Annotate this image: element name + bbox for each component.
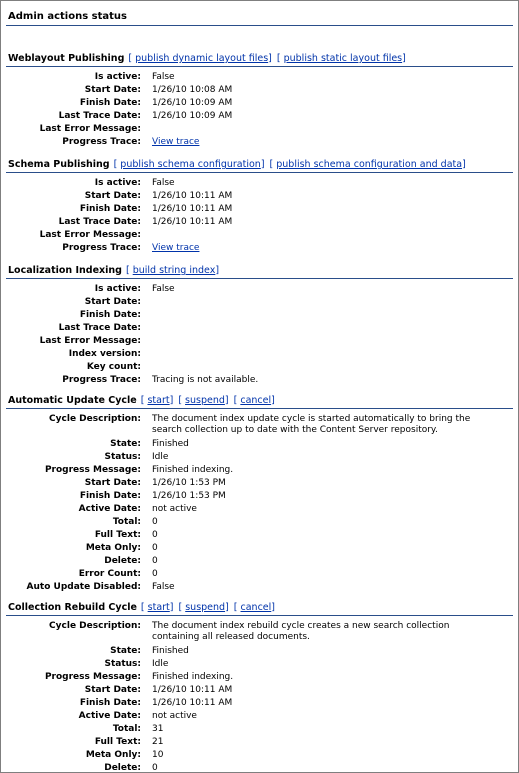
field-label: Progress Message: — [44, 465, 141, 475]
field-row — [1, 724, 518, 737]
field-row — [1, 621, 518, 642]
field-row — [1, 504, 518, 517]
field-value: False — [152, 284, 175, 294]
field-row — [1, 750, 518, 763]
field-value: Finished indexing. — [152, 672, 234, 682]
field-row — [1, 556, 518, 569]
field-label: Auto Update Disabled: — [26, 582, 141, 592]
action-link-label[interactable]: build string index — [132, 265, 216, 276]
field-label: Status: — [104, 659, 141, 669]
field-row — [1, 375, 518, 388]
field-value: 1/26/10 10:09 AM — [152, 98, 233, 108]
field-label: Start Date: — [84, 191, 141, 201]
field-label: Total: — [112, 724, 141, 734]
action-link-suspend[interactable]: [ suspend] — [178, 395, 229, 406]
field-value: Idle — [152, 452, 169, 462]
field-row — [1, 204, 518, 217]
field-label: Last Error Message: — [39, 336, 141, 346]
field-value: 0 — [152, 569, 158, 579]
field-value: 1/26/10 1:53 PM — [152, 478, 226, 488]
field-label: Finish Date: — [79, 491, 141, 501]
field-value: Tracing is not available. — [152, 375, 259, 385]
field-row — [1, 111, 518, 124]
field-label: State: — [110, 646, 141, 656]
field-row — [1, 349, 518, 362]
field-label: State: — [110, 439, 141, 449]
field-value: 31 — [152, 724, 164, 734]
field-value: 1/26/10 10:08 AM — [152, 85, 233, 95]
field-label: Finish Date: — [79, 98, 141, 108]
field-label: Progress Trace: — [62, 243, 141, 253]
field-label: Cycle Description: — [49, 414, 141, 424]
field-label: Start Date: — [84, 685, 141, 695]
field-row — [1, 414, 518, 435]
action-link-start[interactable]: [ start] — [140, 602, 174, 613]
field-value: 1/26/10 10:11 AM — [152, 191, 233, 201]
field-row — [1, 711, 518, 724]
field-value: 0 — [152, 763, 158, 773]
field-value: 1/26/10 10:11 AM — [152, 204, 233, 214]
field-label: Last Trace Date: — [58, 323, 141, 333]
field-label: Meta Only: — [85, 543, 141, 553]
action-link-label[interactable]: start — [147, 602, 170, 613]
field-label: Cycle Description: — [49, 621, 141, 631]
field-value: Finished indexing. — [152, 465, 234, 475]
field-value: 0 — [152, 543, 158, 553]
field-row — [1, 569, 518, 582]
field-row — [1, 323, 518, 336]
field-label: Finish Date: — [79, 310, 141, 320]
field-row — [1, 243, 518, 256]
field-value: False — [152, 582, 175, 592]
section-divider — [6, 278, 513, 279]
field-label: Start Date: — [84, 297, 141, 307]
action-link-cancel[interactable]: [ cancel] — [233, 395, 275, 406]
field-row — [1, 452, 518, 465]
field-value: The document index rebuild cycle creates a new search collection containing all released documents. — [152, 621, 450, 642]
field-value: 1/26/10 10:11 AM — [152, 698, 233, 708]
field-label: Total: — [112, 517, 141, 527]
field-label: Progress Trace: — [62, 137, 141, 147]
field-label: Delete: — [104, 763, 141, 773]
field-row — [1, 582, 518, 595]
field-row — [1, 98, 518, 111]
page-title: Admin actions status — [8, 11, 127, 22]
field-label: Last Trace Date: — [58, 217, 141, 227]
field-label: Delete: — [104, 556, 141, 566]
field-row — [1, 491, 518, 504]
field-value: 1/26/10 10:09 AM — [152, 111, 233, 121]
field-value: 0 — [152, 517, 158, 527]
field-row — [1, 72, 518, 85]
field-label: Start Date: — [84, 85, 141, 95]
action-link-publish-schema-configuration-and-data[interactable]: [ publish schema configuration and data] — [269, 159, 466, 170]
field-label: Status: — [104, 452, 141, 462]
view-trace-link[interactable]: View trace — [152, 137, 200, 147]
field-value: 10 — [152, 750, 164, 760]
field-value: not active — [152, 711, 197, 721]
view-trace-link[interactable]: View trace — [152, 243, 200, 253]
field-row — [1, 137, 518, 150]
field-row — [1, 659, 518, 672]
field-label: Is active: — [94, 72, 141, 82]
field-label: Last Trace Date: — [58, 111, 141, 121]
section-title: Collection Rebuild Cycle — [8, 602, 137, 613]
field-row — [1, 336, 518, 349]
field-row — [1, 517, 518, 530]
field-label: Active Date: — [78, 504, 141, 514]
field-label: Error Count: — [78, 569, 141, 579]
action-link-label[interactable]: suspend — [185, 602, 226, 613]
field-label: Last Error Message: — [39, 124, 141, 134]
section-title: Automatic Update Cycle — [8, 395, 137, 406]
action-link-suspend[interactable]: [ suspend] — [178, 602, 229, 613]
field-row — [1, 191, 518, 204]
field-row — [1, 217, 518, 230]
field-value: The document index update cycle is started automatically to bring the search collection up to date with the Content Server repository. — [152, 414, 471, 435]
field-row — [1, 362, 518, 375]
field-label: Is active: — [94, 178, 141, 188]
section-heading — [8, 53, 406, 64]
section-divider — [6, 172, 513, 173]
section-divider — [6, 66, 513, 67]
action-link-label[interactable]: cancel — [240, 602, 272, 613]
action-link-label[interactable]: suspend — [185, 395, 225, 406]
field-row — [1, 230, 518, 243]
field-value: 1/26/10 10:11 AM — [152, 217, 233, 227]
field-row — [1, 543, 518, 556]
field-row — [1, 465, 518, 478]
field-row — [1, 530, 518, 543]
field-row — [1, 124, 518, 137]
field-label: Key count: — [86, 362, 141, 372]
field-label: Finish Date: — [79, 698, 141, 708]
section-title: Weblayout Publishing — [8, 53, 125, 64]
field-value: 1/26/10 10:11 AM — [152, 685, 233, 695]
action-link-label[interactable]: cancel — [240, 395, 272, 406]
field-label: Last Error Message: — [39, 230, 141, 240]
field-row — [1, 672, 518, 685]
field-value: 0 — [152, 556, 158, 566]
field-value: 21 — [152, 737, 164, 747]
section-heading — [8, 395, 275, 406]
field-row — [1, 297, 518, 310]
field-value: Idle — [152, 659, 169, 669]
action-link-build-string-index[interactable]: [ build string index] — [125, 265, 220, 276]
action-link-publish-static-layout-files[interactable]: [ publish static layout files] — [276, 53, 406, 64]
field-row — [1, 478, 518, 491]
action-link-publish-dynamic-layout-files[interactable]: [ publish dynamic layout files] — [128, 53, 272, 64]
field-value: False — [152, 72, 175, 82]
field-label: Is active: — [94, 284, 141, 294]
field-value: False — [152, 178, 175, 188]
title-divider — [6, 25, 513, 26]
field-label: Active Date: — [78, 711, 141, 721]
field-value: Finished — [152, 439, 189, 449]
field-row — [1, 763, 518, 773]
field-value: 0 — [152, 530, 158, 540]
field-row — [1, 685, 518, 698]
section-heading — [8, 265, 219, 276]
field-row — [1, 439, 518, 452]
section-title: Schema Publishing — [8, 159, 110, 170]
field-value: 1/26/10 1:53 PM — [152, 491, 226, 501]
field-row — [1, 85, 518, 98]
field-label: Start Date: — [84, 478, 141, 488]
field-label: Full Text: — [94, 737, 141, 747]
field-row — [1, 284, 518, 297]
section-heading — [8, 602, 275, 613]
field-row — [1, 178, 518, 191]
section-title: Localization Indexing — [8, 265, 122, 276]
action-link-label[interactable]: publish schema configuration — [120, 159, 261, 170]
field-row — [1, 737, 518, 750]
section-divider — [6, 615, 513, 616]
field-row — [1, 310, 518, 323]
field-value: Finished — [152, 646, 189, 656]
action-link-cancel[interactable]: [ cancel] — [233, 602, 276, 613]
field-label: Full Text: — [94, 530, 141, 540]
field-label: Progress Message: — [44, 672, 141, 682]
field-label: Meta Only: — [85, 750, 141, 760]
field-label: Finish Date: — [79, 204, 141, 214]
field-row — [1, 646, 518, 659]
action-link-label[interactable]: start — [147, 395, 170, 406]
action-link-label[interactable]: publish dynamic layout files — [135, 53, 269, 64]
field-row — [1, 698, 518, 711]
action-link-label[interactable]: publish static layout files — [283, 53, 403, 64]
field-label: Index version: — [68, 349, 141, 359]
action-link-label[interactable]: publish schema configuration and data — [276, 159, 463, 170]
field-label: Progress Trace: — [62, 375, 141, 385]
section-divider — [6, 408, 513, 409]
action-link-publish-schema-configuration[interactable]: [ publish schema configuration] — [113, 159, 265, 170]
section-heading — [8, 159, 466, 170]
action-link-start[interactable]: [ start] — [140, 395, 174, 406]
field-value: not active — [152, 504, 197, 514]
